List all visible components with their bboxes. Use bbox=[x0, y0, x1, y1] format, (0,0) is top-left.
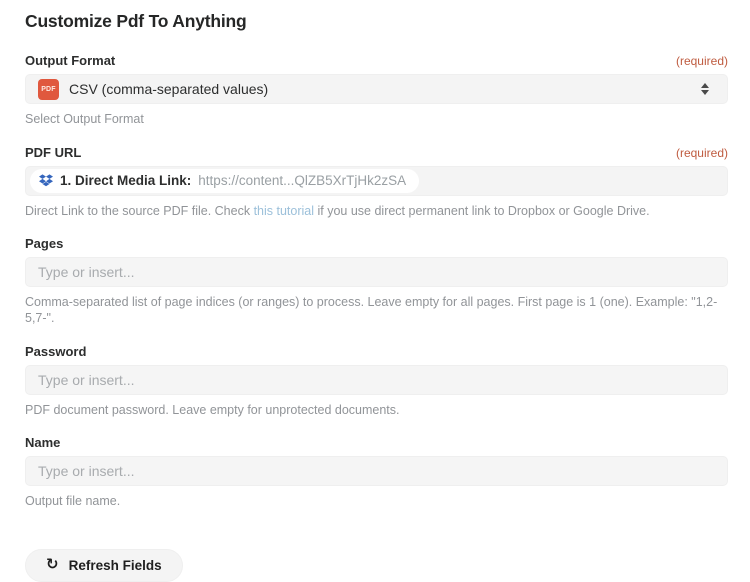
caret-up-icon bbox=[701, 83, 709, 88]
password-help: PDF document password. Leave empty for unprotected documents. bbox=[25, 402, 400, 417]
password-label: Password bbox=[25, 343, 87, 359]
pages-input[interactable] bbox=[25, 257, 728, 287]
name-label: Name bbox=[25, 435, 61, 451]
refresh-button-label: Refresh Fields bbox=[68, 557, 162, 573]
pdf-file-icon: PDF bbox=[38, 79, 59, 100]
name-label-row bbox=[25, 435, 728, 450]
output-format-help: Select Output Format bbox=[25, 112, 144, 126]
output-format-label-row bbox=[25, 53, 728, 68]
password-label-row bbox=[25, 344, 728, 359]
pdf-url-field bbox=[25, 145, 728, 220]
pages-label: Pages bbox=[25, 236, 64, 252]
tutorial-link[interactable]: this tutorial bbox=[253, 203, 315, 218]
pdf-url-help-after: if you use direct permanent link to Dropbox or Google Drive. bbox=[314, 203, 650, 218]
name-field bbox=[25, 435, 728, 510]
password-input[interactable] bbox=[25, 365, 728, 395]
output-format-value: CSV (comma-separated values) bbox=[69, 81, 269, 97]
output-format-required-badge: (required) bbox=[675, 54, 728, 68]
name-input[interactable] bbox=[25, 456, 728, 486]
pdf-url-label-row bbox=[25, 145, 728, 160]
pages-label-row bbox=[25, 236, 728, 251]
pdf-url-help-before: Direct Link to the source PDF file. Check bbox=[25, 203, 254, 218]
pdf-url-required-badge: (required) bbox=[675, 145, 728, 160]
mapped-value-token[interactable] bbox=[30, 169, 419, 193]
output-format-field bbox=[25, 53, 728, 128]
token-value: https://content...QlZB5XrTjHk2zSA bbox=[198, 173, 407, 189]
page-title: Customize Pdf To Anything bbox=[25, 11, 247, 31]
pdf-url-help bbox=[25, 204, 728, 220]
up-down-caret-icon bbox=[701, 83, 715, 95]
output-format-select[interactable] bbox=[25, 74, 728, 104]
name-help: Output file name. bbox=[25, 494, 121, 509]
pdf-url-input[interactable] bbox=[25, 166, 728, 196]
refresh-icon: ↻ bbox=[46, 554, 59, 573]
pages-help: Comma-separated list of page indices (or ranges) to process. Leave empty for all pages. First page is 1 (one). Example: "1,2-5,7-". bbox=[25, 295, 718, 325]
token-label: 1. Direct Media Link: bbox=[60, 173, 192, 189]
pages-field bbox=[25, 236, 728, 326]
pdf-url-label: PDF URL bbox=[25, 144, 82, 160]
password-field bbox=[25, 344, 728, 419]
output-format-label: Output Format bbox=[25, 53, 116, 68]
refresh-fields-button[interactable] bbox=[25, 549, 183, 582]
caret-down-icon bbox=[701, 90, 709, 95]
dropbox-icon bbox=[39, 174, 53, 187]
